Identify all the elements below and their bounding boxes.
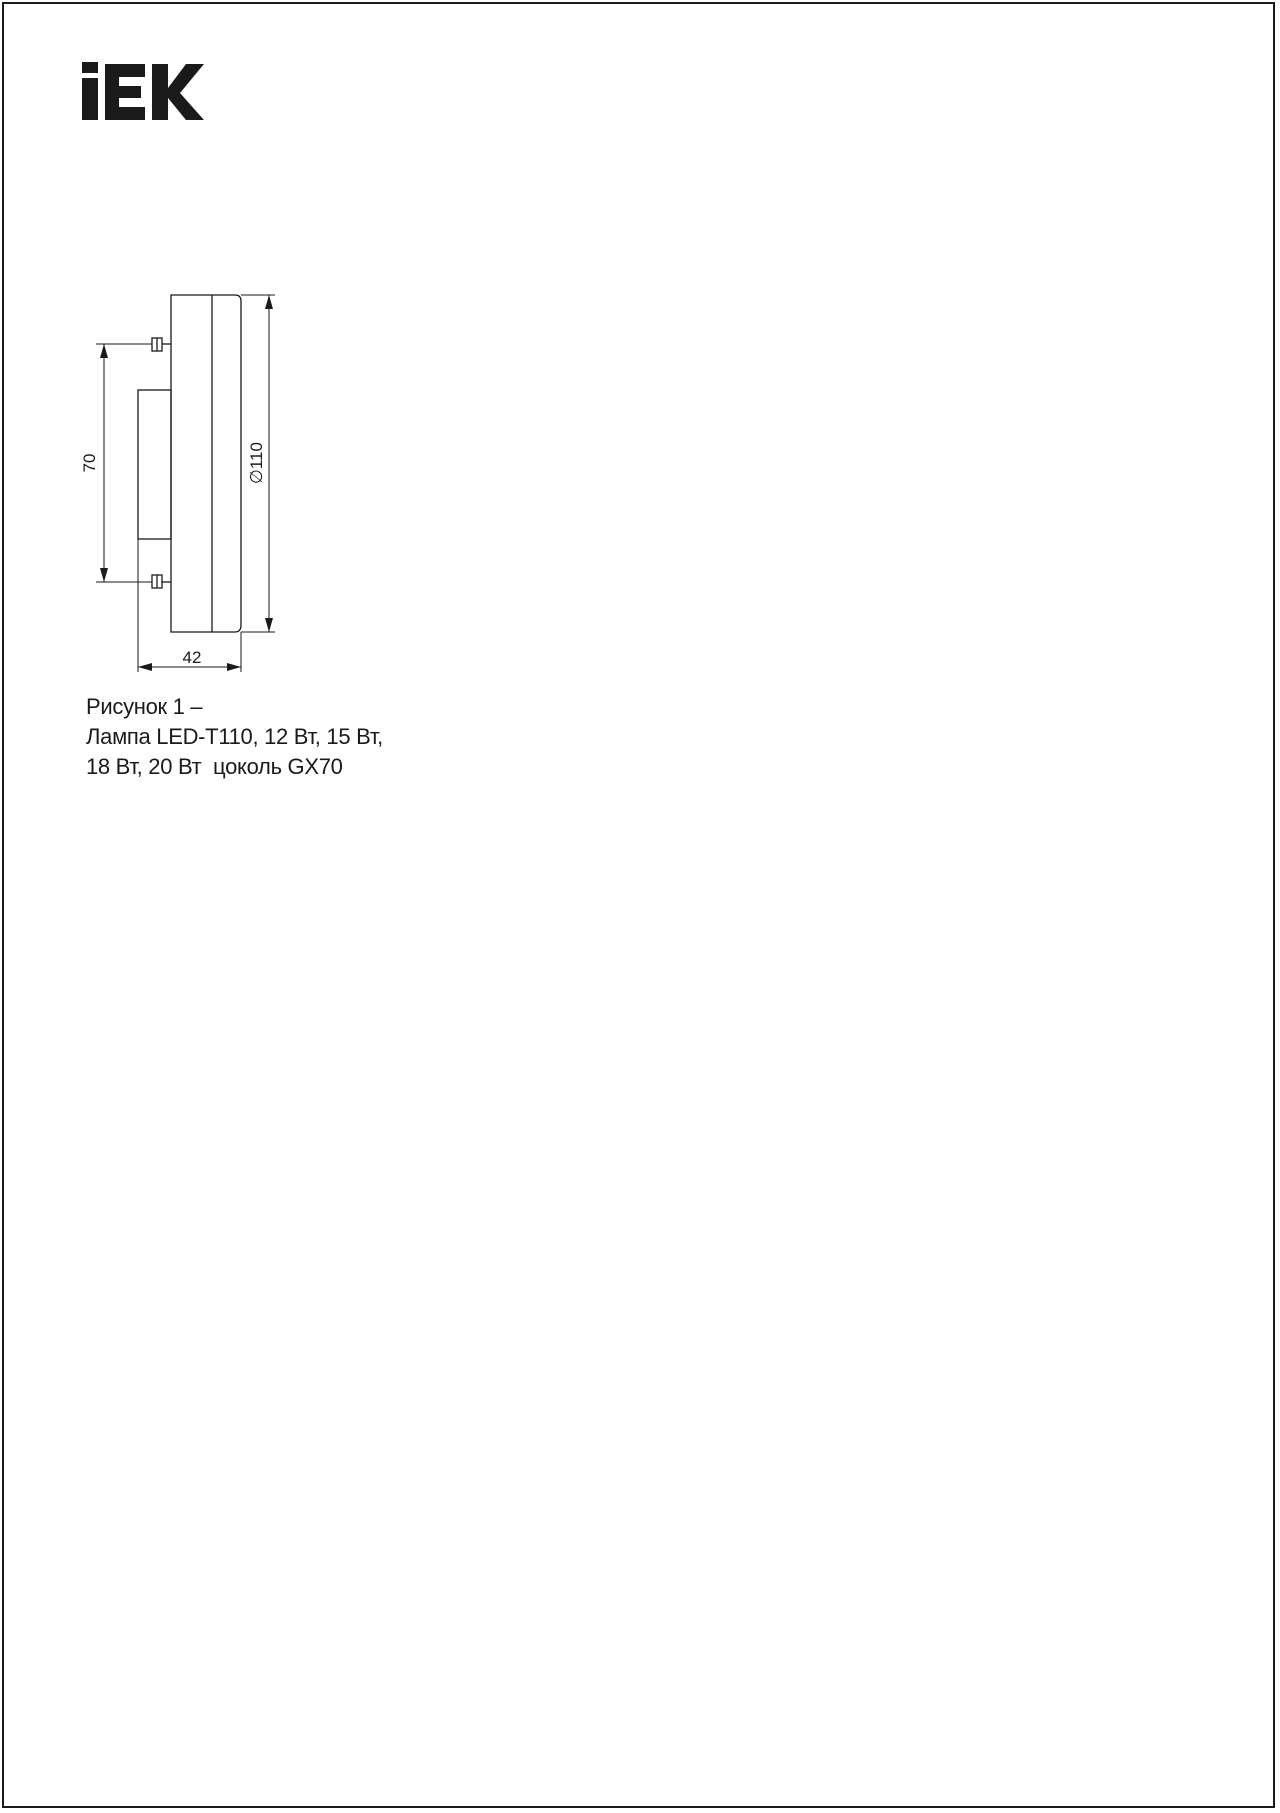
lamp-base: [138, 390, 171, 539]
caption-line-1: Рисунок 1 –: [86, 694, 203, 719]
lamp-body: [171, 295, 241, 632]
dimension-width-label: 42: [182, 648, 202, 667]
iek-logo: [80, 62, 205, 122]
caption-line-2: Лампа LED-T110, 12 Вт, 15 Вт,: [86, 724, 383, 749]
page-border: [2, 2, 1275, 1808]
dimension-diameter-label: ∅110: [247, 442, 266, 484]
caption-line-3: 18 Вт, 20 Вт цоколь GX70: [86, 754, 343, 779]
lamp-dimension-drawing: [70, 283, 290, 675]
figure-caption: [86, 692, 486, 782]
dimension-height-label: 70: [80, 453, 99, 473]
